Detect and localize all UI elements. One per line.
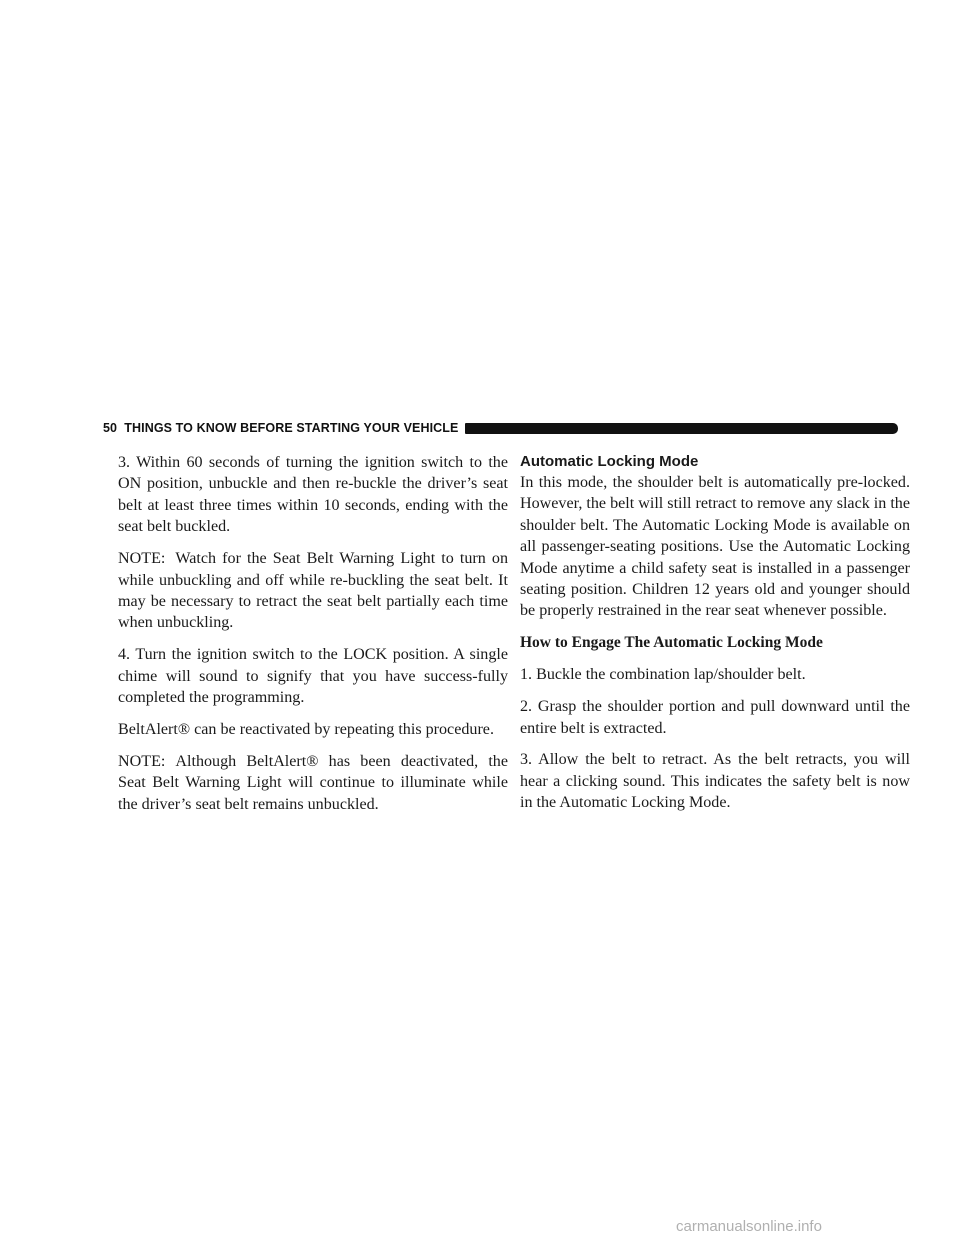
note-paragraph-1 [118,548,508,634]
step-3-paragraph: 3. Allow the belt to retract. As the belt retracts, you will hear a clicking sound. This indicates the safety belt is now in the Automatic Locking Mode. [520,751,910,812]
note-paragraph-2 [118,751,508,815]
step-4-paragraph: 4. Turn the ignition switch to the LOCK position. A single chime will sound to signify that you have success-fully completed the programming. [118,646,508,707]
page-header-text [103,421,458,435]
note-text: Watch for the Seat Belt Warning Light to turn on while unbuckling and off while re-buckling the seat belt. It may be necessary to retract the seat belt partially each time when unbuckling. [118,550,508,632]
step-3-paragraph: 3. Within 60 seconds of turning the ignition switch to the ON position, unbuckle and then re-buckle the driver’s seat belt at least three times within 10 seconds, ending with the seat belt buckled. [118,454,508,536]
watermark: carmanualsonline.info [676,1218,822,1235]
note-text: Although BeltAlert® has been deactivated, the Seat Belt Warning Light will continue to illuminate while the driver’s seat belt remains unbuckled. [118,752,508,813]
note-label: NOTE: [118,752,166,770]
page-number: 50 [103,421,118,435]
chapter-title: THINGS TO KNOW BEFORE STARTING YOUR VEHICLE [124,421,459,435]
right-column [520,452,910,824]
intro-paragraph: In this mode, the shoulder belt is automatically pre-locked. However, the belt will still retract to remove any slack in the shoulder belt. The Automatic Locking Mode is available on all passenger-seating positions. Use the Automatic Locking Mode anytime a child safety seat is installed in a passenger seating position. Children 12 years old and younger should be properly restrained in the rear seat whenever possible. [520,474,910,620]
step-2-paragraph: 2. Grasp the shoulder portion and pull downward until the entire belt is extracted. [520,698,910,737]
note-label: NOTE: [118,550,166,568]
subsection-heading: How to Engage The Automatic Locking Mode [520,634,823,652]
section-heading: Automatic Locking Mode [520,453,699,470]
reactivate-paragraph: BeltAlert® can be reactivated by repeating this procedure. [118,720,494,738]
header-rule-bar [465,423,898,434]
step-1-paragraph: 1. Buckle the combination lap/shoulder belt. [520,666,806,684]
left-column [118,452,508,826]
page-header [103,421,898,435]
